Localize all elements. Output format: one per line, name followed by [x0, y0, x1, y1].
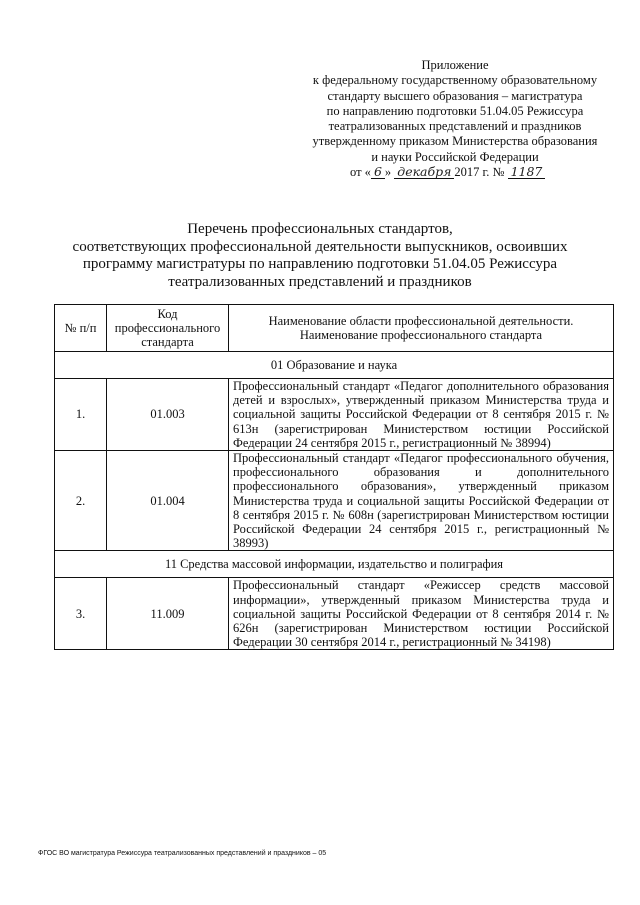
- table-header-row: [55, 305, 614, 352]
- appendix-line: и науки Российской Федерации: [371, 149, 539, 164]
- section-title: 01 Образование и наука: [55, 352, 614, 379]
- appendix-line: по направлению подготовки 51.04.05 Режиссура: [326, 103, 584, 118]
- section-row: [55, 551, 614, 578]
- year-text: 2017 г. №: [454, 165, 505, 180]
- order-date-line: [300, 165, 610, 180]
- handwritten-order-number: 1187: [508, 166, 546, 179]
- row-description: Профессиональный стандарт «Педагог дополнительного образования детей и взрослых», утвержденный приказом Министерства труда и социальной защиты Российской Федерации от 8 сентября 2015 г. № 613н (зарегистрирован Министерством юстиции Российской Федерации 24 сентября 2015 г., регистрационный № 38994): [229, 379, 614, 451]
- appendix-line: утвержденному приказом Министерства образования: [312, 134, 598, 149]
- title-line: Перечень профессиональных стандартов,: [187, 221, 453, 237]
- table-row: [55, 451, 614, 551]
- date-prefix: от «: [350, 165, 371, 180]
- appendix-line: к федеральному государственному образовательному: [312, 73, 598, 88]
- appendix-header: [300, 58, 610, 180]
- document-title: [60, 221, 580, 291]
- table-row: [55, 379, 614, 451]
- handwritten-month: декабря: [394, 166, 454, 179]
- row-description: Профессиональный стандарт «Педагог профессионального обучения, профессионального образования и дополнительного профессионального образования», утвержденный приказом Министерства труда и социальной защиты Российской Федерации от 8 сентября 2015 г. № 608н (зарегистрирован Министерством юстиции Российской Федерации 24 сентября 2015 г., регистрационный № 38993): [229, 451, 614, 551]
- handwritten-day: 6: [371, 166, 385, 179]
- title-line: соответствующих профессиональной деятельности выпускников, освоивших: [72, 238, 568, 255]
- table-row: [55, 578, 614, 650]
- section-row: [55, 352, 614, 379]
- row-code: 01.004: [107, 451, 229, 551]
- row-num: 2.: [55, 451, 107, 551]
- title-line: программу магистратуры по направлению подготовки 51.04.05 Режиссура: [82, 256, 558, 272]
- appendix-line: театрализованных представлений и праздников: [328, 119, 582, 134]
- title-line: театрализованных представлений и праздников: [168, 273, 472, 290]
- row-num: 1.: [55, 379, 107, 451]
- header-code: Код профессионального стандарта: [107, 305, 229, 352]
- row-description: Профессиональный стандарт «Режиссер средств массовой информации», утвержденный приказом Министерства труда и социальной защиты Российской Федерации от 8 сентября 2014 г. № 626н (зарегистрирован Министерством юстиции Российской Федерации 30 сентября 2014 г., регистрационный № 34198): [229, 578, 614, 650]
- header-num: № п/п: [55, 305, 107, 352]
- row-code: 11.009: [107, 578, 229, 650]
- row-code: 01.003: [107, 379, 229, 451]
- date-mid: »: [384, 165, 392, 180]
- appendix-line: стандарту высшего образования – магистратура: [327, 88, 583, 103]
- section-title: 11 Средства массовой информации, издательство и полиграфия: [55, 551, 614, 578]
- page-footer: ФГОС ВО магистратура Режиссура театрализованных представлений и праздников – 05: [38, 850, 327, 857]
- appendix-line: Приложение: [421, 58, 489, 72]
- standards-table: [54, 304, 614, 650]
- row-num: 3.: [55, 578, 107, 650]
- header-name: Наименование области профессиональной деятельности. Наименование профессионального стандарта: [229, 305, 614, 352]
